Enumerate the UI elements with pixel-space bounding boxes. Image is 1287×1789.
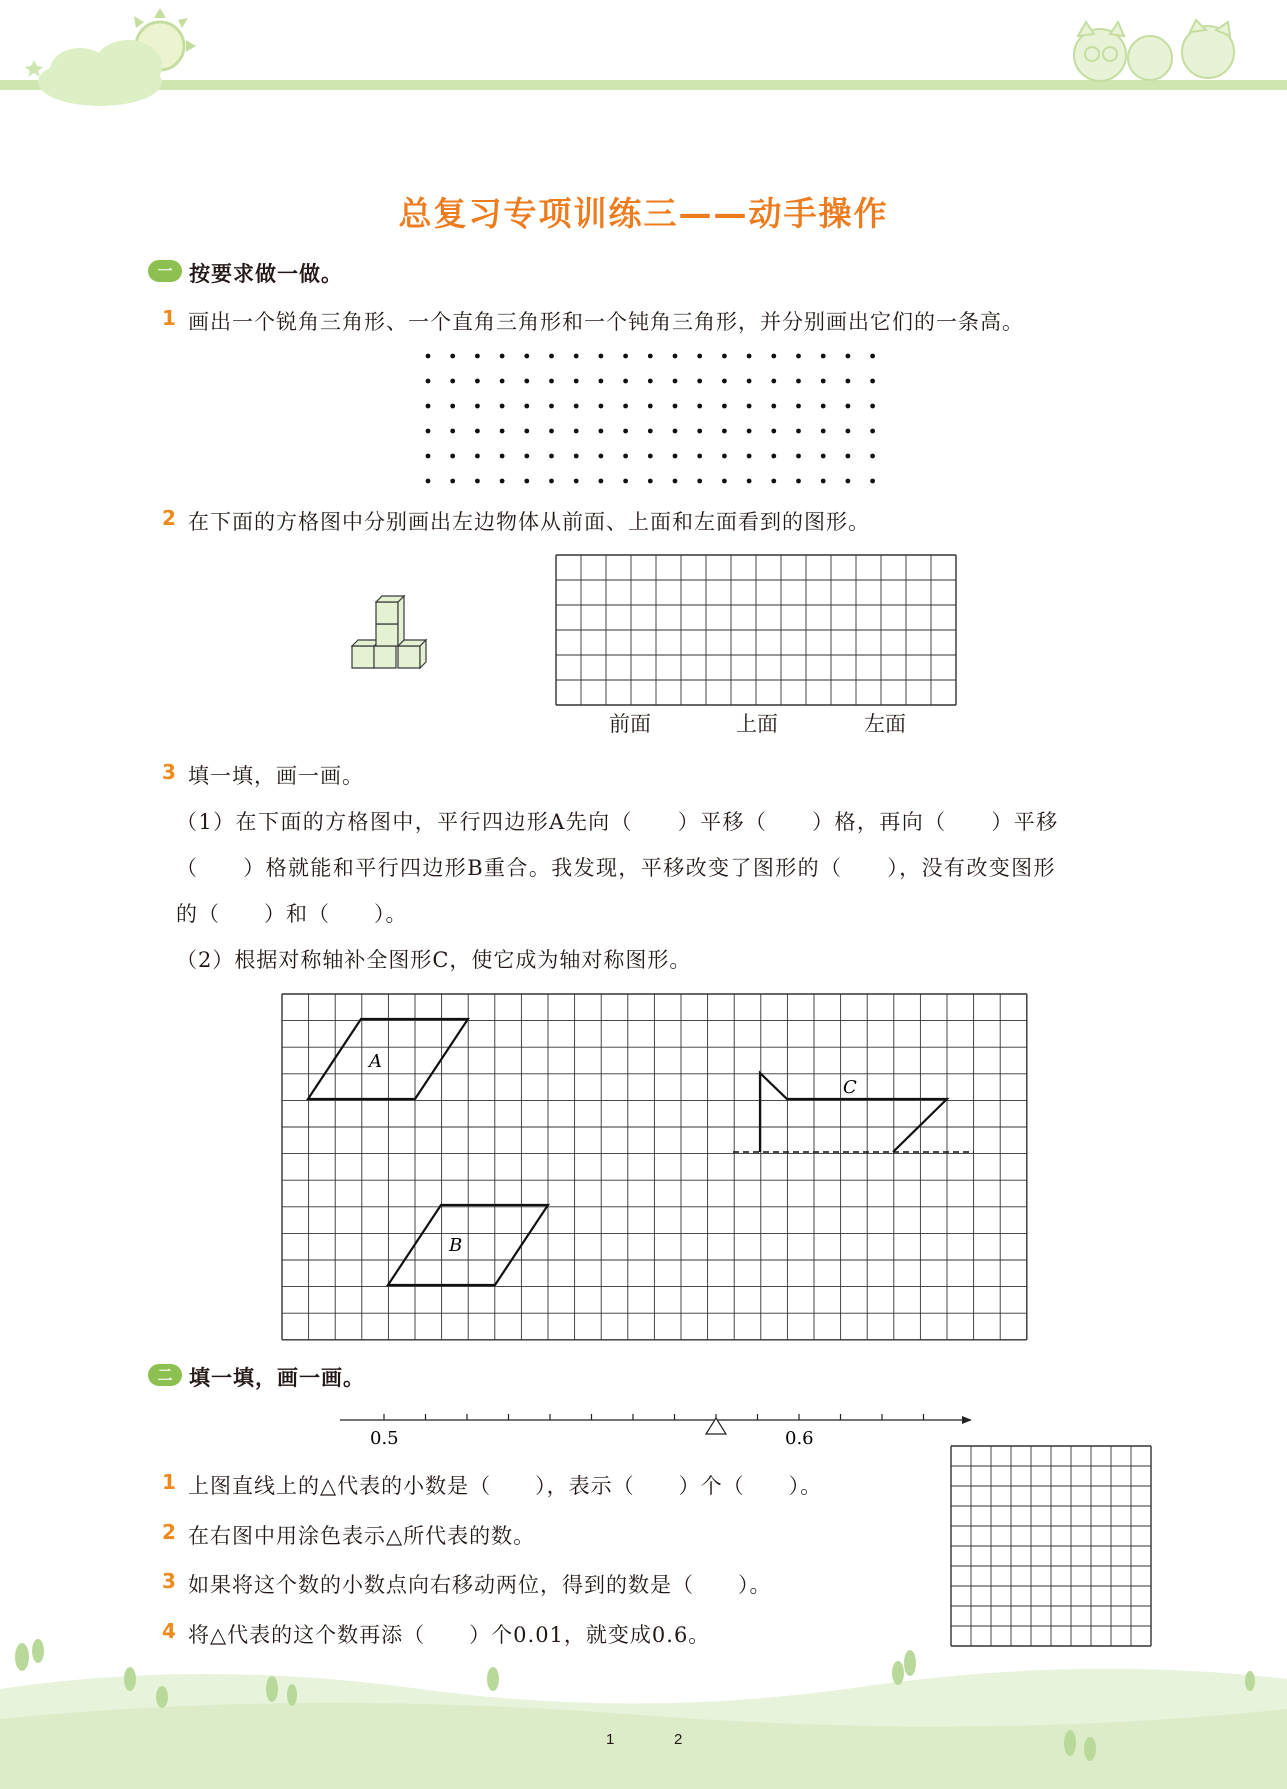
grid-dot bbox=[870, 454, 875, 459]
grid-dot bbox=[846, 479, 851, 484]
question-part1-line2: （ ）格就能和平行四边形B重合。我发现，平移改变了图形的（ ），没有改变图形 bbox=[176, 856, 1056, 880]
grid-dot bbox=[648, 354, 653, 359]
grid-dot bbox=[697, 429, 702, 434]
grid-dot bbox=[524, 354, 529, 359]
grid-dot bbox=[574, 404, 579, 409]
grid-dot bbox=[574, 479, 579, 484]
page-number-left: 1 bbox=[606, 1731, 615, 1748]
triangle-icon: △ bbox=[386, 1524, 404, 1548]
grid-dot bbox=[623, 429, 628, 434]
question-number: 2 bbox=[162, 506, 176, 530]
grid-dot bbox=[771, 404, 776, 409]
grid-dot bbox=[747, 429, 752, 434]
question-text: 画出一个锐角三角形、一个直角三角形和一个钝角三角形，并分别画出它们的一条高。 bbox=[188, 310, 1024, 334]
grid-dot bbox=[450, 354, 455, 359]
header-decoration bbox=[0, 0, 1287, 110]
views-grid[interactable] bbox=[555, 554, 957, 706]
grid-dot bbox=[697, 404, 702, 409]
grid-dot bbox=[722, 429, 727, 434]
question-part1-line1: （1）在下面的方格图中，平行四边形A先向（ ）平移（ ）格，再向（ ）平移 bbox=[176, 810, 1059, 834]
grid-dot bbox=[524, 429, 529, 434]
grid-dot bbox=[549, 454, 554, 459]
grid-dot bbox=[771, 479, 776, 484]
question-text: 在右图中用涂色表示△所代表的数。 bbox=[188, 1524, 536, 1548]
grid-dot bbox=[771, 379, 776, 384]
grid-dot bbox=[821, 479, 826, 484]
question-number: 1 bbox=[162, 1470, 176, 1494]
number-line bbox=[334, 1402, 974, 1462]
grid-dot bbox=[426, 379, 431, 384]
grid-dot bbox=[500, 354, 505, 359]
grid-dot bbox=[846, 429, 851, 434]
question-part1-line3: 的（ ）和（ ）。 bbox=[176, 902, 408, 926]
grid-dot bbox=[673, 454, 678, 459]
grid-dot bbox=[450, 429, 455, 434]
grid-dot bbox=[846, 404, 851, 409]
dot-grid[interactable] bbox=[420, 346, 880, 486]
grid-dot bbox=[747, 404, 752, 409]
grid-dot bbox=[599, 379, 604, 384]
section-title-2: 填一填，画一画。 bbox=[189, 1366, 365, 1390]
grid-dot bbox=[747, 479, 752, 484]
view-label-top: 上面 bbox=[736, 712, 778, 736]
grid-dot bbox=[796, 404, 801, 409]
grid-dot bbox=[574, 354, 579, 359]
grid-dot bbox=[426, 454, 431, 459]
grid-dot bbox=[475, 404, 480, 409]
animal-faces-icon bbox=[1074, 20, 1234, 81]
grid-dot bbox=[426, 404, 431, 409]
view-label-front: 前面 bbox=[609, 712, 651, 736]
triangle-icon: △ bbox=[210, 1623, 228, 1647]
section-badge-1: 一 bbox=[148, 260, 182, 282]
grid-dot bbox=[673, 379, 678, 384]
grid-dot bbox=[870, 404, 875, 409]
hundred-grid[interactable] bbox=[950, 1445, 1152, 1647]
grid-dot bbox=[549, 354, 554, 359]
grid-dot bbox=[771, 429, 776, 434]
grid-dot bbox=[623, 454, 628, 459]
grid-dot bbox=[450, 404, 455, 409]
grid-dot bbox=[524, 454, 529, 459]
grid-dot bbox=[870, 354, 875, 359]
grid-dot bbox=[599, 454, 604, 459]
grid-dot bbox=[450, 454, 455, 459]
grid-dot bbox=[648, 379, 653, 384]
shape-label-c: C bbox=[843, 1077, 857, 1098]
grid-dot bbox=[648, 404, 653, 409]
grid-dot bbox=[648, 429, 653, 434]
grid-dot bbox=[500, 379, 505, 384]
grid-dot bbox=[697, 454, 702, 459]
grid-dot bbox=[796, 379, 801, 384]
grid-dot bbox=[796, 479, 801, 484]
grid-dot bbox=[673, 479, 678, 484]
grid-dot bbox=[623, 379, 628, 384]
question-number: 4 bbox=[162, 1619, 176, 1643]
grid-dot bbox=[870, 479, 875, 484]
grid-dot bbox=[500, 479, 505, 484]
grid-dot bbox=[870, 379, 875, 384]
grid-dot bbox=[846, 454, 851, 459]
question-number: 2 bbox=[162, 1520, 176, 1544]
grid-dot bbox=[426, 429, 431, 434]
question-number: 1 bbox=[162, 306, 176, 330]
question-part2: （2）根据对称轴补全图形C，使它成为轴对称图形。 bbox=[176, 948, 692, 972]
grid-dot bbox=[426, 354, 431, 359]
grid-dot bbox=[475, 379, 480, 384]
grid-dot bbox=[524, 379, 529, 384]
grid-dot bbox=[475, 429, 480, 434]
grid-dot bbox=[524, 404, 529, 409]
shape-label-b: B bbox=[449, 1235, 463, 1256]
star-icon bbox=[25, 60, 43, 77]
grid-dot bbox=[846, 354, 851, 359]
triangle-icon: △ bbox=[320, 1474, 338, 1498]
grid-dot bbox=[673, 429, 678, 434]
grid-dot bbox=[599, 429, 604, 434]
grid-dot bbox=[450, 379, 455, 384]
grid-dot bbox=[623, 479, 628, 484]
grid-dot bbox=[697, 354, 702, 359]
grid-dot bbox=[599, 354, 604, 359]
number-line-start-label: 0.5 bbox=[370, 1428, 399, 1449]
view-label-left: 左面 bbox=[864, 712, 906, 736]
grid-dot bbox=[623, 404, 628, 409]
grid-dot bbox=[846, 379, 851, 384]
grid-dot bbox=[673, 354, 678, 359]
grid-dot bbox=[673, 404, 678, 409]
grid-dot bbox=[771, 354, 776, 359]
grid-dot bbox=[747, 379, 752, 384]
page-title: 总复习专项训练三——动手操作 bbox=[398, 194, 889, 233]
footer-hills bbox=[0, 1649, 1287, 1789]
question-text: 填一填，画一画。 bbox=[188, 764, 364, 788]
grid-dot bbox=[475, 479, 480, 484]
grid-dot bbox=[821, 429, 826, 434]
cloud-icon bbox=[38, 40, 162, 106]
grid-dot bbox=[697, 479, 702, 484]
grid-dot bbox=[549, 404, 554, 409]
grid-dot bbox=[426, 479, 431, 484]
grid-dot bbox=[722, 379, 727, 384]
grid-dot bbox=[747, 454, 752, 459]
grid-dot bbox=[475, 354, 480, 359]
grid-dot bbox=[574, 454, 579, 459]
section-title-1: 按要求做一做。 bbox=[189, 262, 343, 286]
question-number: 3 bbox=[162, 1569, 176, 1593]
grid-dot bbox=[796, 354, 801, 359]
number-line-end-label: 0.6 bbox=[785, 1428, 814, 1449]
grid-dot bbox=[796, 429, 801, 434]
grid-dot bbox=[623, 354, 628, 359]
grid-dot bbox=[870, 429, 875, 434]
cube-stack-figure bbox=[348, 578, 448, 678]
grid-dot bbox=[722, 454, 727, 459]
grid-dot bbox=[697, 379, 702, 384]
grid-dot bbox=[821, 404, 826, 409]
grid-dot bbox=[771, 454, 776, 459]
grid-dot bbox=[796, 454, 801, 459]
grid-dot bbox=[574, 429, 579, 434]
grid-dot bbox=[821, 354, 826, 359]
section-badge-2: 二 bbox=[148, 1364, 182, 1386]
grid-dot bbox=[599, 479, 604, 484]
grid-dot bbox=[722, 479, 727, 484]
grid-dot bbox=[500, 454, 505, 459]
translation-grid[interactable] bbox=[281, 993, 1029, 1341]
grid-dot bbox=[475, 454, 480, 459]
grid-dot bbox=[524, 479, 529, 484]
page-number-right: 2 bbox=[674, 1731, 683, 1748]
question-text: 在下面的方格图中分别画出左边物体从前面、上面和左面看到的图形。 bbox=[188, 510, 870, 534]
grid-dot bbox=[648, 479, 653, 484]
grid-dot bbox=[500, 404, 505, 409]
question-text: 上图直线上的△代表的小数是（ ），表示（ ）个（ ）。 bbox=[188, 1474, 823, 1498]
question-number: 3 bbox=[162, 760, 176, 784]
grid-dot bbox=[821, 454, 826, 459]
shape-label-a: A bbox=[369, 1051, 382, 1072]
grid-dot bbox=[574, 379, 579, 384]
grid-dot bbox=[722, 354, 727, 359]
grid-dot bbox=[549, 379, 554, 384]
grid-dot bbox=[549, 429, 554, 434]
question-text: 将△代表的这个数再添（ ）个0.01，就变成0.6。 bbox=[188, 1623, 711, 1647]
grid-dot bbox=[549, 479, 554, 484]
grid-dot bbox=[722, 404, 727, 409]
question-text: 如果将这个数的小数点向右移动两位，得到的数是（ ）。 bbox=[188, 1573, 772, 1597]
grid-dot bbox=[648, 454, 653, 459]
grid-dot bbox=[821, 379, 826, 384]
grid-dot bbox=[500, 429, 505, 434]
grid-dot bbox=[747, 354, 752, 359]
grid-dot bbox=[599, 404, 604, 409]
grid-dot bbox=[450, 479, 455, 484]
number-line-arrow bbox=[962, 1416, 972, 1424]
